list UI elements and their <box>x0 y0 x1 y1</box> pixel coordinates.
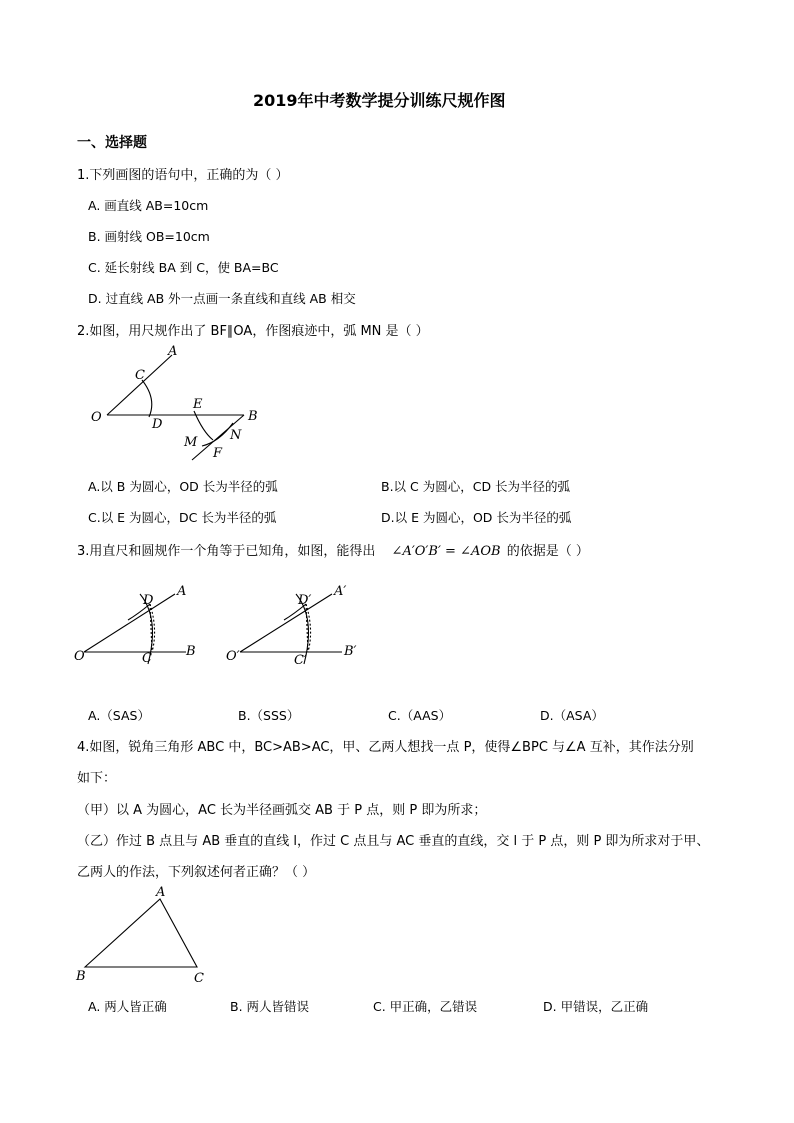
q2-label-f: F <box>213 446 223 461</box>
q3-fig2-label-o: O′ <box>226 649 240 664</box>
q1-option-d[interactable]: D. 过直线 AB 外一点画一条直线和直线 AB 相交 <box>88 291 356 306</box>
q3-fig1-label-o: O <box>74 649 85 664</box>
q3-fig2-label-b: B′ <box>344 644 357 659</box>
q2-label-e: E <box>193 397 203 412</box>
q4-label-b: B <box>76 969 86 984</box>
q2-label-m: M <box>184 435 198 450</box>
q4-stem-line1: 4.如图，锐角三角形 ABC 中，BC>AB>AC，甲、乙两人想找一点 P，使得∠BPC 与∠A 互补，其作法分别 <box>77 740 694 755</box>
q4-method-jia: （甲）以 A 为圆心，AC 长为半径画弧交 AB 于 P 点，则 P 即为所求； <box>77 803 487 818</box>
q2-stem: 2.如图，用尺规作出了 BF∥OA，作图痕迹中，弧 MN 是（ ） <box>77 324 429 339</box>
q2-label-d: D <box>152 417 163 432</box>
q1-option-a[interactable]: A. 画直线 AB=10cm <box>88 198 209 213</box>
q4-option-c[interactable]: C. 甲正确，乙错误 <box>373 999 478 1014</box>
q3-option-d[interactable]: D.（ASA） <box>540 708 604 723</box>
q3-stem-math: ∠A′O′B′ = ∠AOB <box>391 544 501 559</box>
section-heading: 一、选择题 <box>77 135 147 151</box>
q4-stem-line2: 如下： <box>77 771 117 786</box>
q4-option-d[interactable]: D. 甲错误，乙正确 <box>543 999 649 1014</box>
q3-stem <box>77 540 589 559</box>
q3-stem-prefix: 3.用直尺和圆规作一个角等于已知角，如图，能得出 <box>77 544 376 559</box>
q4-label-a: A <box>156 885 166 900</box>
q2-option-b[interactable]: B.以 C 为圆心，CD 长为半径的弧 <box>381 479 571 494</box>
q2-label-n: N <box>230 428 242 443</box>
q2-label-a: A <box>168 344 178 359</box>
q4-label-c: C <box>194 971 204 984</box>
q4-option-a[interactable]: A. 两人皆正确 <box>88 999 167 1014</box>
q3-fig1-label-b: B <box>186 644 196 659</box>
q3-option-a[interactable]: A.（SAS） <box>88 708 150 723</box>
q3-figure-1 <box>70 580 210 670</box>
q3-figure-2 <box>224 580 369 670</box>
q4-figure <box>70 884 220 984</box>
q3-fig1-label-c: C <box>142 651 152 666</box>
q2-option-a[interactable]: A.以 B 为圆心，OD 长为半径的弧 <box>88 479 278 494</box>
q3-fig1-label-a: A <box>177 584 187 599</box>
q1-option-c[interactable]: C. 延长射线 BA 到 C，使 BA=BC <box>88 260 279 275</box>
q2-option-d[interactable]: D.以 E 为圆心，OD 长为半径的弧 <box>381 510 572 525</box>
q2-label-b: B <box>248 409 258 424</box>
q2-label-o: O <box>91 410 102 425</box>
q2-figure <box>85 342 275 467</box>
q3-fig2-label-c: C′ <box>294 653 307 668</box>
q2-option-c[interactable]: C.以 E 为圆心，DC 长为半径的弧 <box>88 510 277 525</box>
q3-stem-suffix: 的依据是（ ） <box>506 544 589 559</box>
q1-option-b[interactable]: B. 画射线 OB=10cm <box>88 229 210 244</box>
q3-fig2-label-a: A′ <box>334 584 347 599</box>
q3-option-b[interactable]: B.（SSS） <box>238 708 300 723</box>
q3-fig1-label-d: D <box>143 593 154 608</box>
page-title: 2019年中考数学提分训练尺规作图 <box>253 91 506 110</box>
q4-option-b[interactable]: B. 两人皆错误 <box>230 999 310 1014</box>
q2-label-c: C <box>135 368 145 383</box>
q1-stem: 1.下列画图的语句中，正确的为（ ） <box>77 168 289 183</box>
q4-method-yi-line2: 乙两人的作法，下列叙述何者正确？（ ） <box>77 865 316 880</box>
q3-fig2-label-d: D′ <box>298 593 312 608</box>
q4-method-yi-line1: （乙）作过 B 点且与 AB 垂直的直线 l，作过 C 点且与 AC 垂直的直线，交 l 于 P 点，则 P 即为所求对于甲、 <box>77 834 710 849</box>
q3-option-c[interactable]: C.（AAS） <box>388 708 452 723</box>
